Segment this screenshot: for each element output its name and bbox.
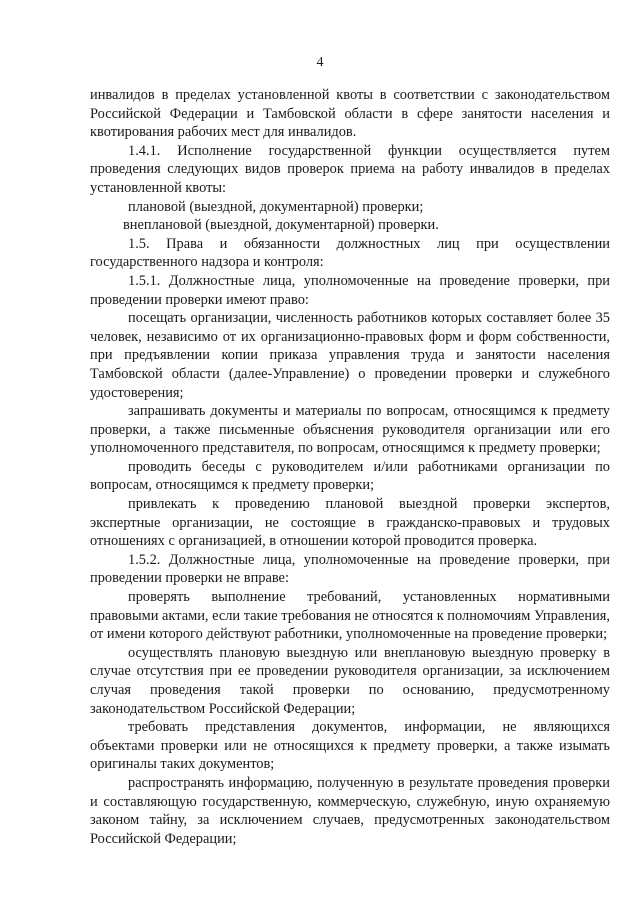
paragraph-1-5-2: 1.5.2. Должностные лица, уполномоченные на проведение проверки, при проведении проверки не вправе: <box>90 551 610 587</box>
paragraph-1-5-1: 1.5.1. Должностные лица, уполномоченные на проведение проверки, при проведении проверки имеют право: <box>90 272 610 308</box>
list-item-disclose-information: распространять информацию, полученную в результате проведения проверки и составляющую государственную, коммерческую, служебную, иную охраняемую законом тайну, за исключением случаев, предусмотренных законодательством Российской Федерации; <box>90 774 610 847</box>
list-item-request-documents: запрашивать документы и материалы по вопросам, относящимся к предмету проверки, а также письменные объяснения руководителя организации или его уполномоченного представителя, по вопросам, относящимся к предмету проверки; <box>90 403 610 457</box>
page-number: 4 <box>316 55 324 70</box>
list-item-inspect-without-head: осуществлять плановую выездную или внеплановую выездную проверку в случае отсутствия при ее проведении руководителя организации, за исключением случая проведения такой проверки по основанию, предусмотренному законодательством Российской Федерации; <box>90 644 610 717</box>
list-item-involve-experts: привлекать к проведению плановой выездной проверки экспертов, экспертные организации, не состоящие в гражданско-правовых и трудовых отношениях с организацией, в отношении которой проводится проверка. <box>90 496 610 550</box>
paragraph-quota-continuation: инвалидов в пределах установленной квоты в соответствии с законодательством Российской Федерации и Тамбовской области в сфере занятости населения и квотирования рабочих мест для инвалидов. <box>90 87 610 141</box>
list-item-demand-documents: требовать представления документов, информации, не являющихся объектами проверки или не относящихся к предмету проверки, а также изымать оригиналы таких документов; <box>90 719 610 773</box>
list-item-unplanned-check: внеплановой (выездной, документарной) проверки. <box>123 217 439 234</box>
list-item-visit-organizations: посещать организации, численность работников которых составляет более 35 человек, независимо от их организационно-правовых форм и форм собственности, при предъявлении копии приказа управления труда и занятости населения Тамбовской области (далее-Управление) о проведении проверки и служебного удостоверения; <box>90 310 610 401</box>
paragraph-1-4-1: 1.4.1. Исполнение государственной функции осуществляется путем проведения следующих видов проверок приема на работу инвалидов в пределах установленной квоты: <box>90 142 610 196</box>
document-body <box>90 86 610 848</box>
paragraph-1-5: 1.5. Права и обязанности должностных лиц при осуществлении государственного надзора и контроля: <box>90 235 610 271</box>
list-item-check-requirements: проверять выполнение требований, установленных нормативными правовыми актами, если такие требования не относятся к полномочиям Управления, от имени которого действуют работники, уполномоченные на проведение проверки; <box>90 589 611 643</box>
list-item-planned-check: плановой (выездной, документарной) проверки; <box>128 198 424 215</box>
list-item-conduct-interviews: проводить беседы с руководителем и/или работниками организации по вопросам, относящимся к предмету проверки; <box>90 458 610 494</box>
